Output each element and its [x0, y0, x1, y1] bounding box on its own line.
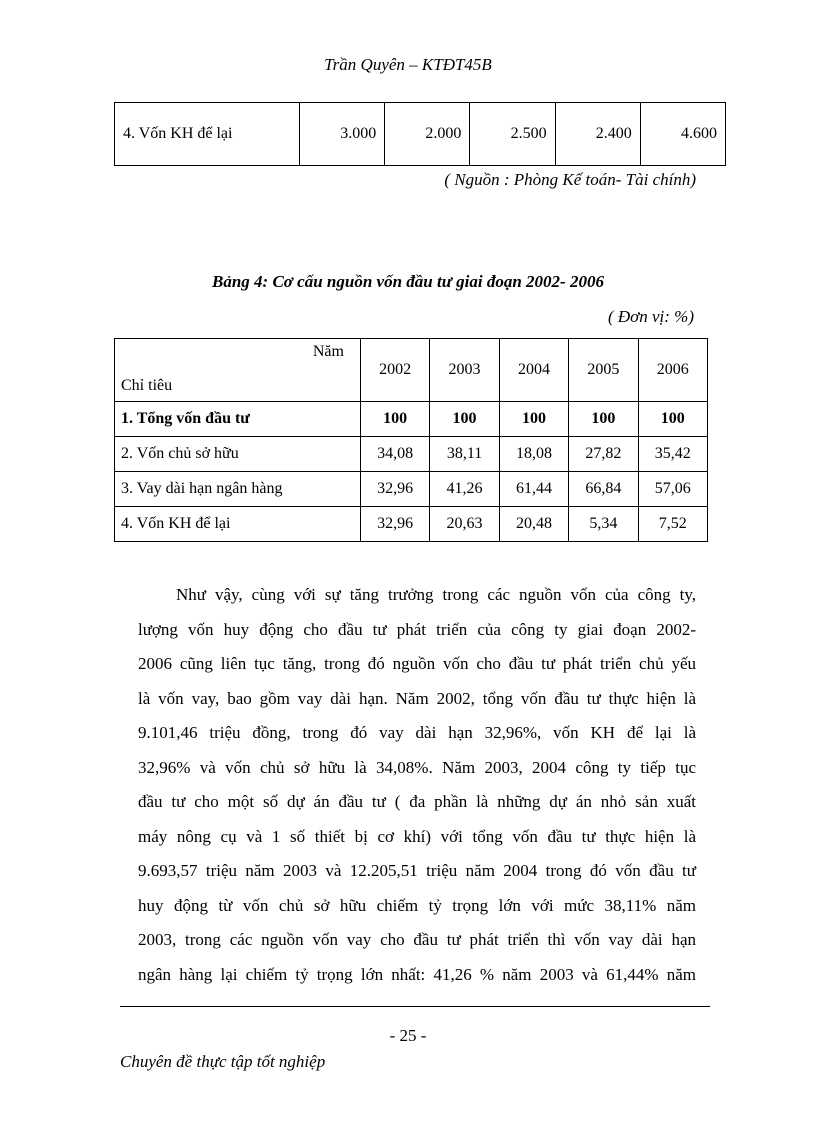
row-label: 4. Vốn KH để lại [115, 103, 300, 166]
table-cell: 20,63 [430, 507, 499, 542]
table-cell: 32,96 [360, 472, 429, 507]
paragraph-line: 32,96% và vốn chủ sở hữu là 34,08%. Năm 2003, 2004 công ty tiếp tục [138, 757, 696, 777]
page-header: Trần Quyên – KTĐT45B [324, 55, 492, 74]
paragraph-line: huy động từ vốn chủ sở hữu chiếm tỷ trọng lớn với mức 38,11% năm [138, 895, 696, 915]
table-cell: 100 [499, 402, 568, 437]
table-cell: 5,34 [569, 507, 638, 542]
paragraph-line: là vốn vay, bao gồm vay dài hạn. Năm 2002, tổng vốn đầu tư thực hiện là [138, 688, 696, 708]
table-row [115, 507, 708, 542]
table-header-row [115, 339, 708, 402]
table-cell: 27,82 [569, 437, 638, 472]
paragraph-line: 9.101,46 triệu đồng, trong đó vay dài hạn 32,96%, vốn KH để lại là [138, 723, 696, 742]
table-cell: 2.400 [555, 103, 640, 166]
table-cell: 7,52 [638, 507, 707, 542]
table-cell: 100 [430, 402, 499, 437]
page-footer: Chuyên đề thực tập tốt nghiệp [120, 1052, 326, 1071]
table-row [115, 103, 726, 166]
year-header: 2004 [499, 339, 568, 402]
table-2-title: Bảng 4: Cơ cấu nguồn vốn đầu tư giai đoạn 2002- 2006 [212, 272, 604, 291]
row-label: 4. Vốn KH để lại [115, 507, 361, 542]
year-header: 2005 [569, 339, 638, 402]
header-year-label: Năm [312, 343, 344, 360]
table-cell: 57,06 [638, 472, 707, 507]
paragraph-line: 9.693,57 triệu năm 2003 và 12.205,51 triệu năm 2004 trong đó vốn đầu tư [138, 861, 696, 880]
paragraph-line: Như vậy, cùng với sự tăng trưởng trong các nguồn vốn của công ty, [176, 585, 696, 604]
paragraph-line: 2003, trong các nguồn vốn vay cho đầu tư phát triển thì vốn vay dài hạn [138, 930, 696, 949]
row-label: 3. Vay dài hạn ngân hàng [115, 472, 361, 507]
row-label: 2. Vốn chủ sở hữu [115, 437, 361, 472]
paragraph-line: lượng vốn huy động cho đầu tư phát triển của công ty giai đoạn 2002- [138, 619, 696, 639]
table-cell: 66,84 [569, 472, 638, 507]
table-cell: 4.600 [640, 103, 725, 166]
header-item-label: Chỉ tiêu [121, 377, 173, 394]
paragraph-line: 2006 cũng liên tục tăng, trong đó nguồn vốn cho đầu tư phát triển chủ yếu [138, 654, 696, 673]
table-1-continuation [114, 102, 726, 166]
table-cell: 18,08 [499, 437, 568, 472]
table-1-source: ( Nguồn : Phòng Kế toán- Tài chính) [444, 170, 696, 189]
header-corner-cell [115, 339, 361, 402]
body-paragraph [138, 578, 696, 992]
paragraph-line: đầu tư cho một số dự án đầu tư ( đa phần là những dự án nhỏ sản xuất [138, 792, 696, 811]
table-cell: 38,11 [430, 437, 499, 472]
paragraph-line: máy nông cụ và 1 số thiết bị cơ khí) với tổng vốn đầu tư thực hiện là [138, 826, 696, 846]
table-cell: 2.500 [470, 103, 555, 166]
table-cell: 41,26 [430, 472, 499, 507]
table-cell: 3.000 [300, 103, 385, 166]
table-cell: 35,42 [638, 437, 707, 472]
year-header: 2002 [360, 339, 429, 402]
table-cell: 20,48 [499, 507, 568, 542]
table-cell: 100 [638, 402, 707, 437]
table-cell: 100 [360, 402, 429, 437]
table-row [115, 437, 708, 472]
table-cell: 61,44 [499, 472, 568, 507]
table-cell: 100 [569, 402, 638, 437]
table-cell: 2.000 [385, 103, 470, 166]
footer-divider [120, 1006, 710, 1007]
table-cell: 32,96 [360, 507, 429, 542]
year-header: 2006 [638, 339, 707, 402]
table-row [115, 472, 708, 507]
table-cell: 34,08 [360, 437, 429, 472]
page-number: - 25 - [389, 1026, 427, 1045]
table-2-unit: ( Đơn vị: %) [607, 307, 694, 326]
paragraph-line: ngân hàng lại chiếm tỷ trọng lớn nhất: 41,26 % năm 2003 và 61,44% năm [138, 964, 696, 984]
year-header: 2003 [430, 339, 499, 402]
table-row [115, 402, 708, 437]
row-label: 1. Tổng vốn đầu tư [115, 402, 361, 437]
table-2 [114, 338, 708, 542]
